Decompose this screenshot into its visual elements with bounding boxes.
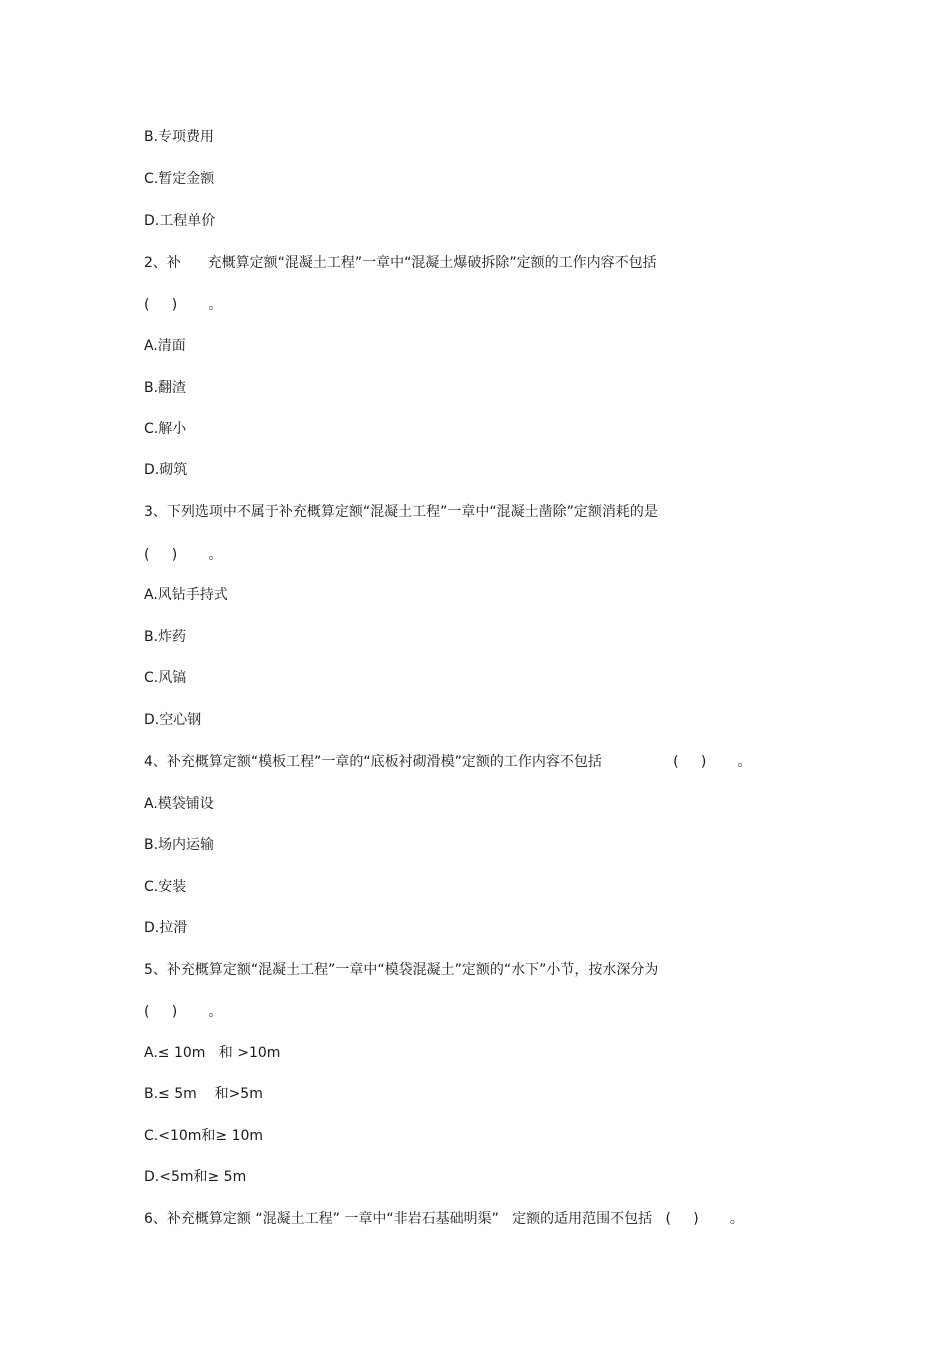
option-b-q3: B.炸药 [144, 629, 187, 645]
question-4: 4、补充概算定额“模板工程”一章的“底板衬砌滑模”定额的工作内容不包括 ( ) 。 [144, 754, 752, 770]
question-2: 2、补 充概算定额“混凝土工程”一章中“混凝土爆破拆除”定额的工作内容不包括 [144, 255, 657, 271]
option-c-q2: C.解小 [144, 421, 187, 437]
option-c-q5: C.<10m和≥ 10m [144, 1128, 264, 1144]
option-a-q3: A.风钻手持式 [144, 587, 228, 603]
question-5-blank: ( ) 。 [144, 1004, 223, 1020]
option-b-q2: B.翻渣 [144, 380, 187, 396]
question-5: 5、补充概算定额“混凝土工程”一章中“模袋混凝土”定额的“水下”小节，按水深分为 [144, 962, 659, 978]
question-3-blank: ( ) 。 [144, 547, 223, 563]
option-d-q2: D.砌筑 [144, 462, 188, 478]
option-c-q4: C.安装 [144, 879, 187, 895]
option-b-q4: B.场内运输 [144, 837, 215, 853]
option-c-q1: C.暂定金额 [144, 171, 215, 187]
question-3: 3、下列选项中不属于补充概算定额“混凝土工程”一章中“混凝土凿除”定额消耗的是 [144, 504, 658, 520]
option-a-q4: A.模袋铺设 [144, 796, 214, 812]
option-b-q1: B.专项费用 [144, 129, 215, 145]
question-2-blank: ( ) 。 [144, 297, 223, 313]
option-a-q2: A.清面 [144, 338, 186, 354]
question-6: 6、补充概算定额 “混凝土工程” 一章中“非岩石基础明渠” 定额的适用范围不包括 ( ) 。 [144, 1211, 744, 1227]
option-d-q1: D.工程单价 [144, 213, 216, 229]
option-d-q5: D.<5m和≥ 5m [144, 1169, 247, 1185]
option-d-q4: D.拉滑 [144, 920, 188, 936]
option-b-q5: B.≤ 5m 和>5m [144, 1086, 263, 1102]
option-d-q3: D.空心钢 [144, 712, 202, 728]
option-a-q5: A.≤ 10m 和 >10m [144, 1045, 281, 1061]
option-c-q3: C.风镐 [144, 670, 187, 686]
